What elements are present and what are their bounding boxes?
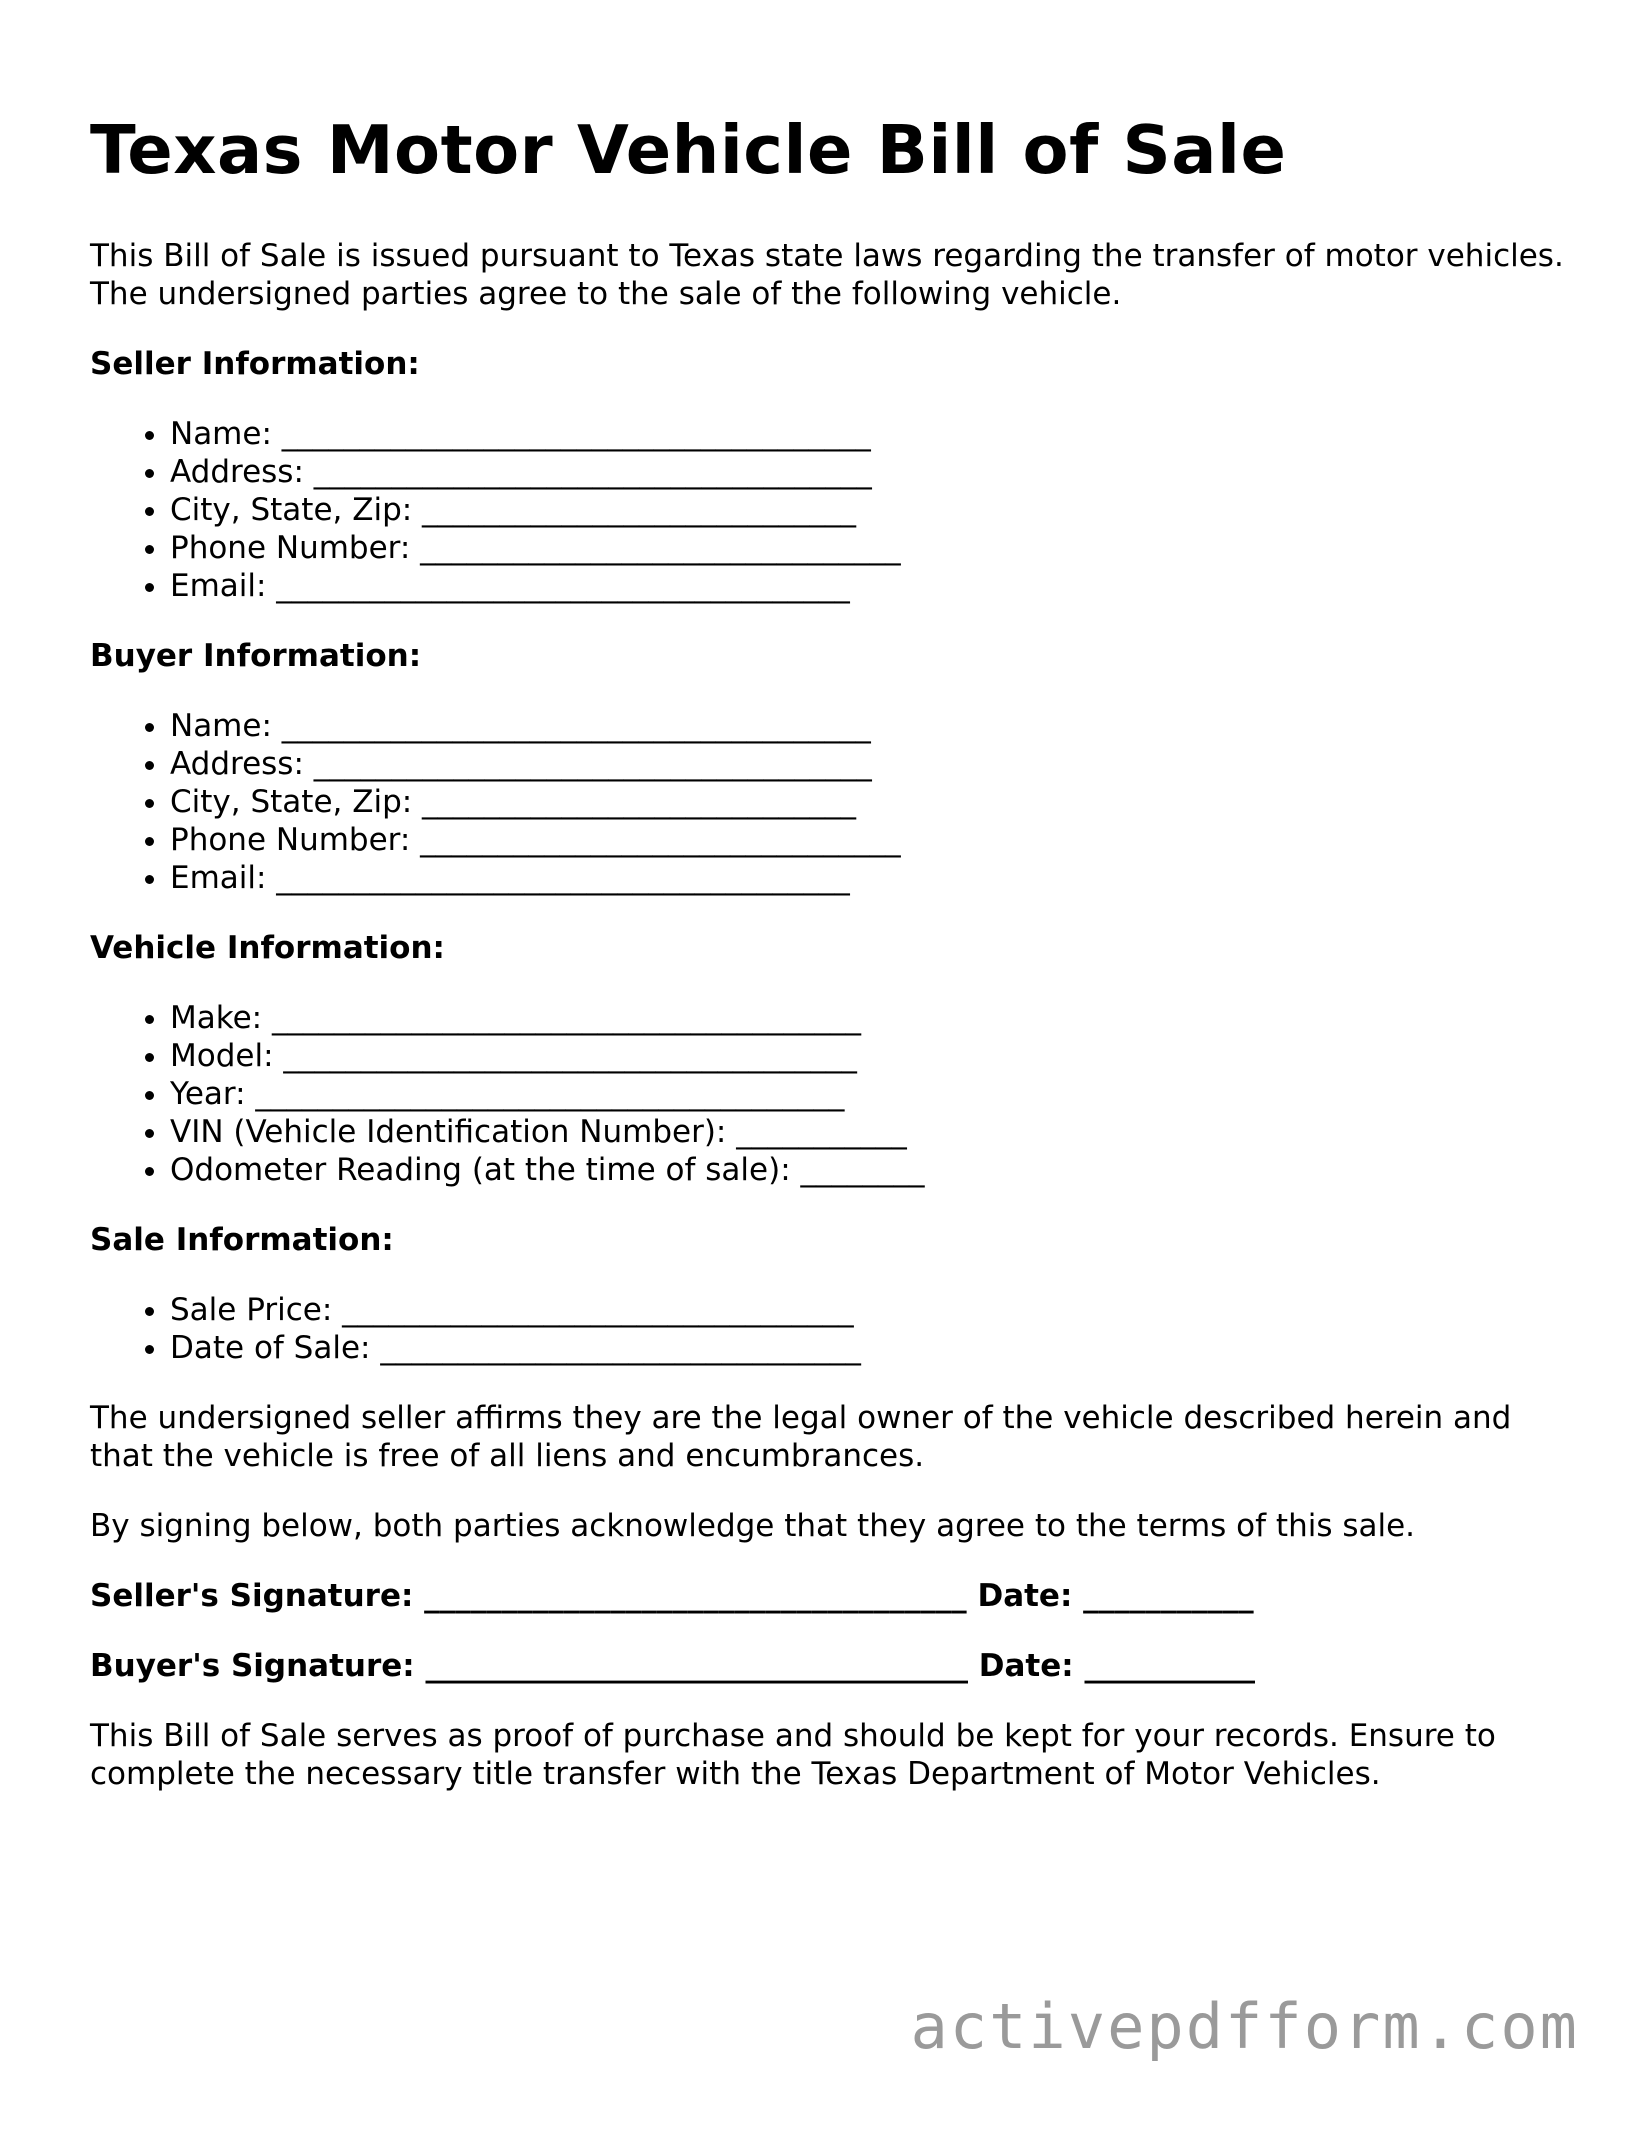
vehicle-model-field: • Model: _____________________________________ [170, 1037, 1570, 1075]
vehicle-field-list [90, 999, 1570, 1189]
sale-heading: Sale Information: [90, 1222, 394, 1259]
acknowledgement-paragraph: By signing below, both parties acknowledge that they agree to the terms of this sale. [90, 1508, 1416, 1545]
seller-phone-field: • Phone Number: _______________________________ [170, 529, 1570, 567]
vehicle-make-field: • Make: ______________________________________ [170, 999, 1570, 1037]
seller-heading: Seller Information: [90, 346, 420, 383]
document-page [90, 112, 1570, 1825]
seller-address-field: • Address: ____________________________________ [170, 453, 1570, 491]
vehicle-year-field: • Year: ______________________________________ [170, 1075, 1570, 1113]
closing-paragraph: This Bill of Sale serves as proof of purchase and should be kept for your records. Ensure to complete the necessary title transfer with the Texas Department of Motor Vehicles. [90, 1718, 1496, 1793]
vehicle-odometer-field: • Odometer Reading (at the time of sale): ________ [170, 1151, 1570, 1189]
buyer-email-field: • Email: _____________________________________ [170, 859, 1570, 897]
seller-city-field: • City, State, Zip: ____________________________ [170, 491, 1570, 529]
buyer-phone-field: • Phone Number: _______________________________ [170, 821, 1570, 859]
watermark: activepdfform.com [910, 1990, 1579, 2063]
sale-date-field: • Date of Sale: _______________________________ [170, 1329, 1570, 1367]
buyer-city-field: • City, State, Zip: ____________________________ [170, 783, 1570, 821]
sale-field-list [90, 1291, 1570, 1367]
buyer-heading: Buyer Information: [90, 638, 422, 675]
seller-email-field: • Email: _____________________________________ [170, 567, 1570, 605]
intro-paragraph: This Bill of Sale is issued pursuant to Texas state laws regarding the transfer of motor vehicles. The undersigned parties agree to the sale of the following vehicle. [90, 238, 1564, 313]
seller-field-list [90, 415, 1570, 605]
buyer-field-list [90, 707, 1570, 897]
vehicle-heading: Vehicle Information: [90, 930, 445, 967]
vehicle-vin-field: • VIN (Vehicle Identification Number): ___________ [170, 1113, 1570, 1151]
seller-name-field: • Name: ______________________________________ [170, 415, 1570, 453]
seller-signature-line: Seller's Signature: ___________________________________ Date: ___________ [90, 1578, 1254, 1615]
affirmation-paragraph: The undersigned seller affirms they are the legal owner of the vehicle described herein and that the vehicle is free of all liens and encumbrances. [90, 1400, 1512, 1475]
document-title: Texas Motor Vehicle Bill of Sale [90, 111, 1287, 189]
sale-price-field: • Sale Price: _________________________________ [170, 1291, 1570, 1329]
buyer-name-field: • Name: ______________________________________ [170, 707, 1570, 745]
buyer-address-field: • Address: ____________________________________ [170, 745, 1570, 783]
buyer-signature-line: Buyer's Signature: ___________________________________ Date: ___________ [90, 1648, 1255, 1685]
